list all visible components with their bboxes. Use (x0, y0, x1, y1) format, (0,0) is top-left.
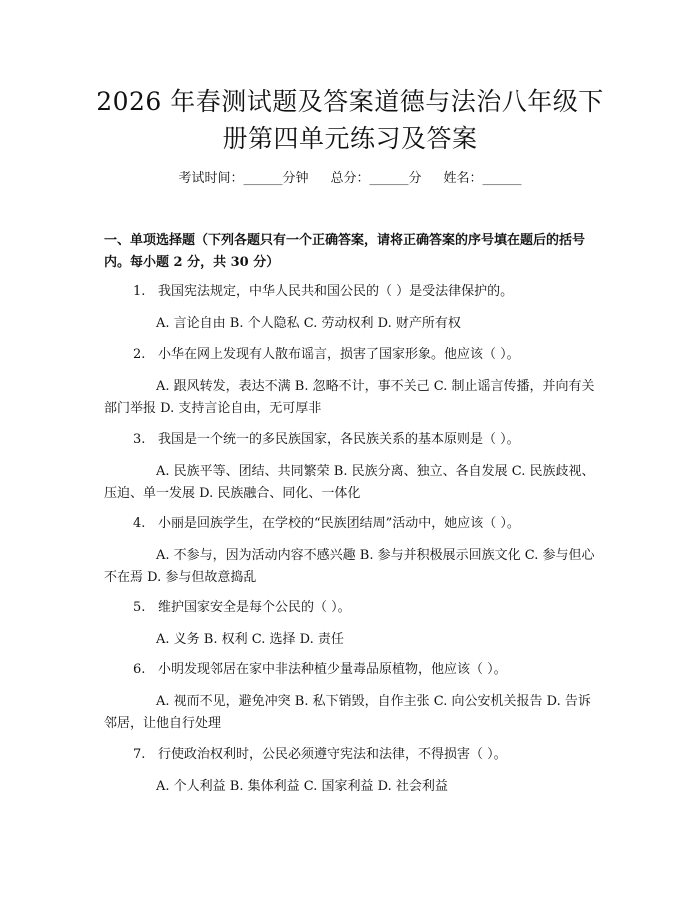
section-heading: 一、单项选择题（下列各题只有一个正确答案，请将正确答案的序号填在题后的括号内。每小题 2 分，共 30 分） (104, 233, 586, 270)
question-4 (133, 514, 520, 534)
question-options: A. 不参与，因为活动内容不感兴趣 B. 参与并积极展示回族文化 C. 参与但心不在焉 D. 参与但故意捣乱 (104, 548, 595, 585)
question-number: 7. (133, 747, 146, 762)
question-6-options (104, 691, 600, 735)
question-5-options (104, 629, 600, 651)
question-stem: 维护国家安全是每个公民的（ ）。 (158, 600, 351, 615)
document-title-line-2: 册第四单元练习及答案 (222, 124, 478, 153)
exam-time: 考试时间：______分钟 (178, 171, 309, 186)
question-6 (133, 660, 507, 680)
question-number: 4. (133, 516, 146, 531)
document-title-line-1: 2026 年春测试题及答案道德与法治八年级下 (96, 87, 604, 116)
question-3 (133, 430, 520, 450)
exam-name: 姓名：______ (443, 171, 522, 186)
question-5 (133, 598, 351, 618)
exam-score: 总分：______分 (330, 171, 422, 186)
question-3-options (104, 461, 600, 505)
question-options: A. 言论自由 B. 个人隐私 C. 劳动权利 D. 财产所有权 (156, 316, 461, 331)
question-stem: 我国宪法规定，中华人民共和国公民的（ ）是受法律保护的。 (158, 284, 514, 299)
question-number: 3. (133, 432, 146, 447)
question-4-options (104, 545, 600, 589)
question-number: 6. (133, 662, 146, 677)
question-options: A. 义务 B. 权利 C. 选择 D. 责任 (156, 632, 344, 647)
question-options: A. 跟风转发，表达不满 B. 忽略不计，事不关己 C. 制止谣言传播，并向有关部门举报 D. 支持言论自由，无可厚非 (104, 379, 595, 416)
exam-meta (0, 170, 700, 188)
question-number: 2. (133, 347, 146, 362)
question-stem: 小明发现邻居在家中非法种植少量毒品原植物，他应该（ ）。 (158, 662, 507, 677)
question-options: A. 个人利益 B. 集体利益 C. 国家利益 D. 社会利益 (156, 779, 448, 794)
question-7-options (104, 776, 600, 798)
question-stem: 小丽是回族学生，在学校的“民族团结周”活动中，她应该（ ）。 (158, 516, 520, 531)
question-2-options (104, 376, 600, 420)
question-1 (133, 282, 513, 302)
question-stem: 行使政治权利时，公民必须遵守宪法和法律，不得损害（ ）。 (158, 747, 507, 762)
question-stem: 我国是一个统一的多民族国家，各民族关系的基本原则是（ ）。 (158, 432, 520, 447)
question-options: A. 民族平等、团结、共同繁荣 B. 民族分离、独立、各自发展 C. 民族歧视、压迫、单一发展 D. 民族融合、同化、一体化 (104, 464, 595, 501)
question-number: 5. (133, 600, 146, 615)
question-stem: 小华在网上发现有人散布谣言，损害了国家形象。他应该（ ）。 (158, 347, 520, 362)
question-2 (133, 345, 520, 365)
question-1-options (104, 313, 600, 335)
question-options: A. 视而不见，避免冲突 B. 私下销毁，自作主张 C. 向公安机关报告 D. 告诉邻居，让他自行处理 (104, 694, 591, 731)
question-7 (133, 745, 507, 765)
question-number: 1. (133, 284, 146, 299)
